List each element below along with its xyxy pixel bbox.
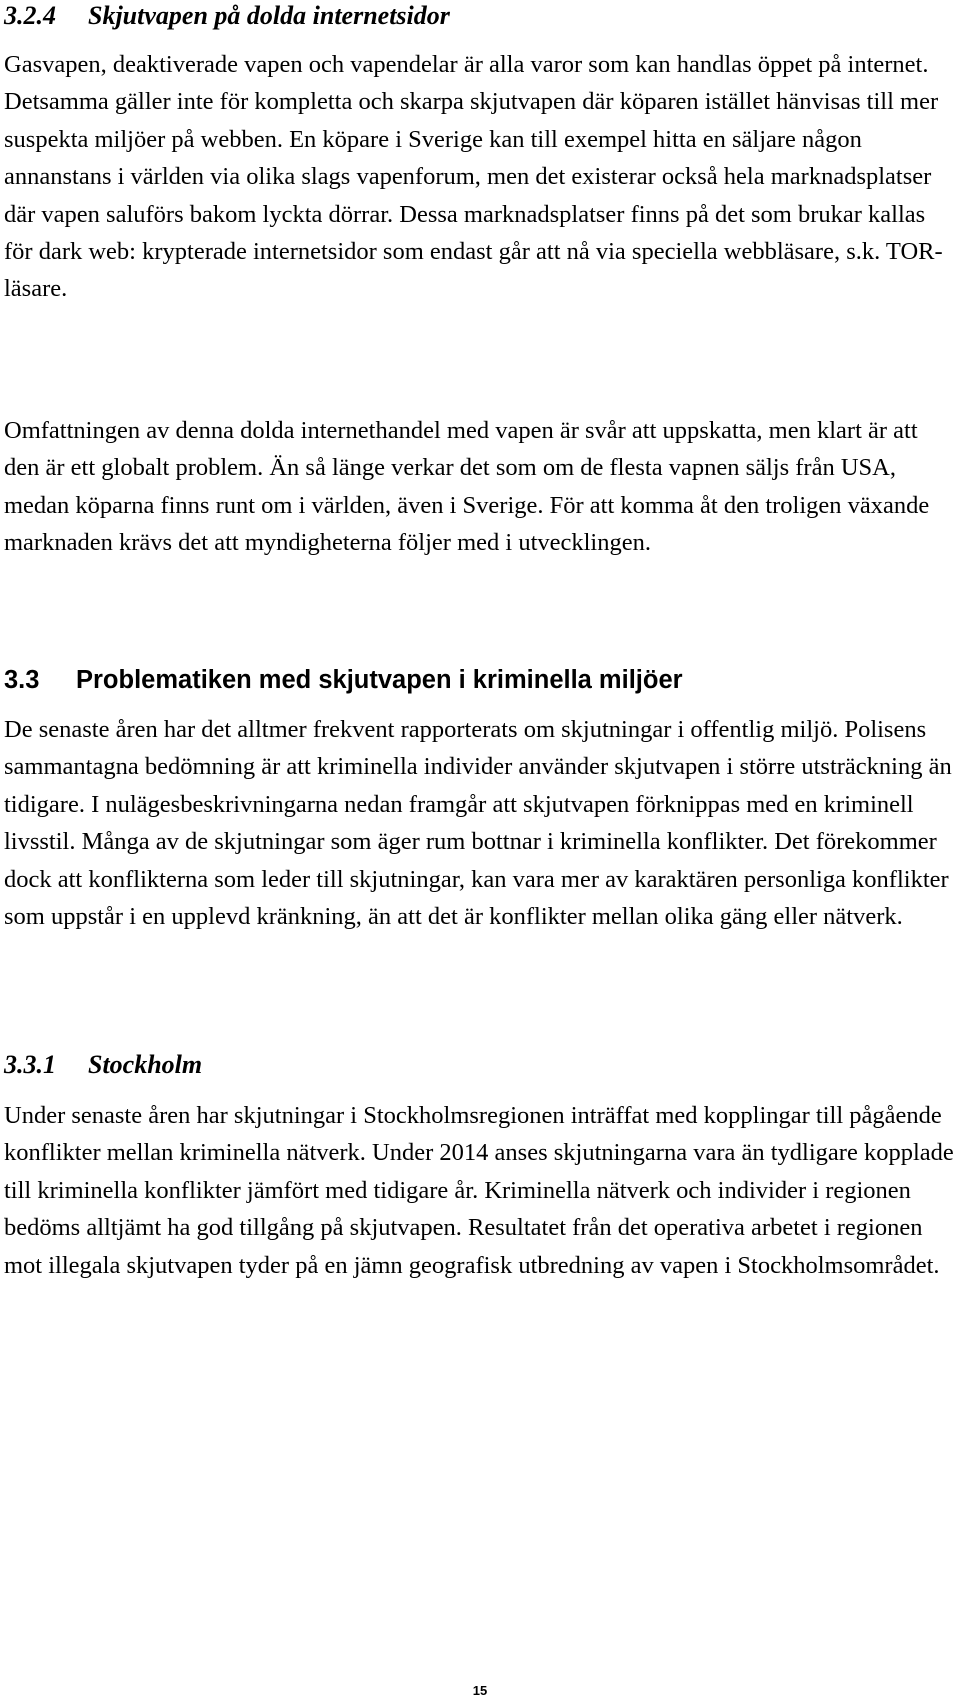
section-heading-3-2-4 bbox=[4, 0, 450, 32]
body-paragraph: Gasvapen, deaktiverade vapen och vapendelar är alla varor som kan handlas öppet på internet. Detsamma gäller inte för kompletta och skarpa skjutvapen där köparen istället hänvisas till mer suspekta miljöer på webben. En köpare i Sverige kan till exempel hitta en säljare någon annanstans i världen via olika slags vapenforum, men det existerar också hela marknadsplatser där vapen saluförs bakom lyckta dörrar. Dessa marknadsplatser finns på det som brukar kallas för dark web: krypterade internetsidor som endast går att nå via speciella webbläsare, s.k. TOR-läsare. bbox=[4, 51, 943, 303]
body-paragraph: Omfattningen av denna dolda internethandel med vapen är svår att uppskatta, men klart är att den är ett globalt problem. Än så länge verkar det som om de flesta vapnen säljs från USA, medan köparna finns runt om i världen, även i Sverige. För att komma åt den troligen växande marknaden krävs det att myndigheterna följer med i utvecklingen. bbox=[4, 417, 930, 557]
section-title: Skjutvapen på dolda internetsidor bbox=[88, 1, 450, 30]
section-heading-3-3 bbox=[4, 664, 683, 696]
section-number: 3.2.4 bbox=[4, 1, 56, 30]
body-paragraph: Under senaste åren har skjutningar i Stockholmsregionen inträffat med kopplingar till pågående konflikter mellan kriminella nätverk. Under 2014 anses skjutningarna vara än tydligare kopplade till kriminella konflikter jämfört med tidigare år. Kriminella nätverk och individer i regionen bedöms alltjämt ha god tillgång på skjutvapen. Resultatet från det operativa arbetet i regionen mot illegala skjutvapen tyder på en jämn geografisk utbredning av vapen i Stockholmsområdet. bbox=[4, 1102, 954, 1279]
section-heading-3-3-1 bbox=[4, 1049, 202, 1081]
section-title: Problematiken med skjutvapen i kriminella miljöer bbox=[76, 666, 683, 694]
section-title: Stockholm bbox=[88, 1050, 203, 1079]
section-number: 3.3.1 bbox=[4, 1050, 56, 1079]
section-number: 3.3 bbox=[4, 666, 40, 694]
page-number: 15 bbox=[472, 1683, 488, 1698]
body-paragraph: De senaste åren har det alltmer frekvent rapporterats om skjutningar i offentlig miljö. Polisens sammantagna bedömning är att kriminella individer använder skjutvapen i större utsträckning än tidigare. I nulägesbeskrivningarna nedan framgår att skjutvapen förknippas med en kriminell livsstil. Många av de skjutningar som äger rum bottnar i kriminella konflikter. Det förekommer dock att konflikterna som leder till skjutningar, kan vara mer av karaktären personliga konflikter som uppstår i en upplevd kränkning, än att det är konflikter mellan olika gäng eller nätverk. bbox=[4, 716, 952, 931]
